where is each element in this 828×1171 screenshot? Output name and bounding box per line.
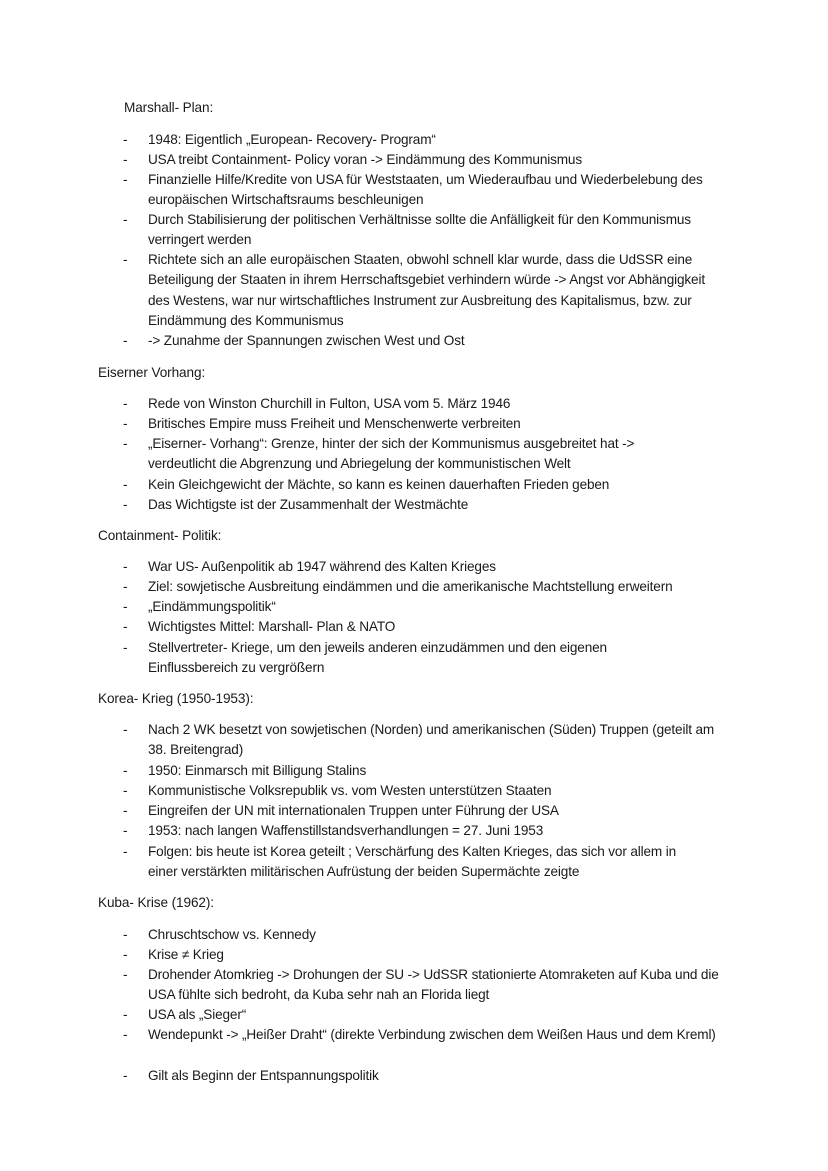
list-item-text: Rede von Winston Churchill in Fulton, USA vom 5. März 1946 xyxy=(148,396,511,411)
list-item-text: 1950: Einmarsch mit Billigung Stalins xyxy=(148,763,367,778)
list-item-text: „Eiserner- Vorhang“: Grenze, hinter der sich der Kommunismus ausgebreitet hat -> verdeutlicht die Abgrenzung und Abriegelung der kommunistischen Welt xyxy=(148,436,635,472)
list-item-text: Kein Gleichgewicht der Mächte, so kann es keinen dauerhaften Frieden geben xyxy=(148,477,610,492)
list-item-text: Nach 2 WK besetzt von sowjetischen (Norden) und amerikanischen (Süden) Truppen (geteilt am 38. Breitengrad) xyxy=(148,722,715,758)
list-item-text: Ziel: sowjetische Ausbreitung eindämmen und die amerikanische Machtstellung erweitern xyxy=(148,579,673,594)
list-item-text: Wichtigstes Mittel: Marshall- Plan & NATO xyxy=(148,619,396,634)
list-item-text: Finanzielle Hilfe/Kredite von USA für Weststaaten, um Wiederaufbau und Wiederbelebung des europäischen Wirtschaftsraums beschleunigen xyxy=(148,172,703,208)
list-item-text: 1953: nach langen Waffenstillstandsverhandlungen = 27. Juni 1953 xyxy=(148,823,544,838)
bullet-dash: - xyxy=(123,803,128,818)
bullet-dash: - xyxy=(123,927,128,942)
list-item-text: Stellvertreter- Kriege, um den jeweils anderen einzudämmen und den eigenen Einflussbereich zu vergrößern xyxy=(148,640,607,676)
section-heading: Marshall- Plan: xyxy=(124,100,214,115)
bullet-dash: - xyxy=(123,967,128,982)
bullet-dash: - xyxy=(123,212,128,227)
bullet-dash: - xyxy=(123,497,128,512)
list-item-text: Folgen: bis heute ist Korea geteilt ; Verschärfung des Kalten Krieges, das sich vor allem in einer verstärkten militärischen Aufrüstung der beiden Supermächte zeigte xyxy=(148,844,676,880)
list-item-text: Richtete sich an alle europäischen Staaten, obwohl schnell klar wurde, dass die UdSSR eine Beteiligung der Staaten in ihrem Herrschaftsgebiet verhindern würde -> Angst vor Abhängigkeit des Westens, war nur wirtschaftliches Instrument zur Ausbreitung des Kapitalismus, bzw. zur Eindämmung des Kommunismus xyxy=(148,252,705,328)
section-heading: Containment- Politik: xyxy=(98,528,222,543)
bullet-dash: - xyxy=(123,1007,128,1022)
section-heading: Kuba- Krise (1962): xyxy=(98,895,214,910)
list-item-text: USA treibt Containment- Policy voran -> Eindämmung des Kommunismus xyxy=(148,152,582,167)
bullet-dash: - xyxy=(123,763,128,778)
bullet-dash: - xyxy=(123,152,128,167)
list-item-text: Chruschtschow vs. Kennedy xyxy=(148,927,316,942)
list-item-text: USA als „Sieger“ xyxy=(148,1007,247,1022)
list-item-text: Durch Stabilisierung der politischen Verhältnisse sollte die Anfälligkeit für den Kommunismus verringert werden xyxy=(148,212,691,248)
bullet-dash: - xyxy=(123,477,128,492)
bullet-dash: - xyxy=(123,172,128,187)
bullet-dash: - xyxy=(123,1068,128,1083)
bullet-dash: - xyxy=(123,844,128,859)
bullet-dash: - xyxy=(123,436,128,451)
list-item-text: Britisches Empire muss Freiheit und Menschenwerte verbreiten xyxy=(148,416,521,431)
list-item-text: 1948: Eigentlich „European- Recovery- Program“ xyxy=(148,132,436,147)
list-item-text: War US- Außenpolitik ab 1947 während des Kalten Krieges xyxy=(148,559,496,574)
list-item-text: Das Wichtigste ist der Zusammenhalt der Westmächte xyxy=(148,497,469,512)
list-item-text: Kommunistische Volksrepublik vs. vom Westen unterstützen Staaten xyxy=(148,783,552,798)
section-heading: Korea- Krieg (1950-1953): xyxy=(98,691,254,706)
bullet-dash: - xyxy=(123,132,128,147)
bullet-dash: - xyxy=(123,823,128,838)
bullet-dash: - xyxy=(123,396,128,411)
bullet-dash: - xyxy=(123,252,128,267)
bullet-dash: - xyxy=(123,559,128,574)
list-item-text: -> Zunahme der Spannungen zwischen West und Ost xyxy=(148,333,465,348)
bullet-dash: - xyxy=(123,599,128,614)
bullet-dash: - xyxy=(123,579,128,594)
bullet-dash: - xyxy=(123,333,128,348)
list-item-text: „Eindämmungspolitik“ xyxy=(148,599,276,614)
section-heading: Eiserner Vorhang: xyxy=(98,365,206,380)
list-item-text: Eingreifen der UN mit internationalen Truppen unter Führung der USA xyxy=(148,803,559,818)
list-item-text: Gilt als Beginn der Entspannungspolitik xyxy=(148,1068,379,1083)
list-item-text: Drohender Atomkrieg -> Drohungen der SU -> UdSSR stationierte Atomraketen auf Kuba und die USA fühlte sich bedroht, da Kuba sehr nah an Florida liegt xyxy=(148,967,719,1003)
bullet-dash: - xyxy=(123,619,128,634)
bullet-dash: - xyxy=(123,722,128,737)
bullet-dash: - xyxy=(123,640,128,655)
list-item-text: Wendepunkt -> „Heißer Draht“ (direkte Verbindung zwischen dem Weißen Haus und dem Kreml) xyxy=(148,1027,716,1042)
bullet-dash: - xyxy=(123,947,128,962)
bullet-dash: - xyxy=(123,783,128,798)
bullet-dash: - xyxy=(123,1027,128,1042)
bullet-dash: - xyxy=(123,416,128,431)
list-item-text: Krise ≠ Krieg xyxy=(148,947,224,962)
